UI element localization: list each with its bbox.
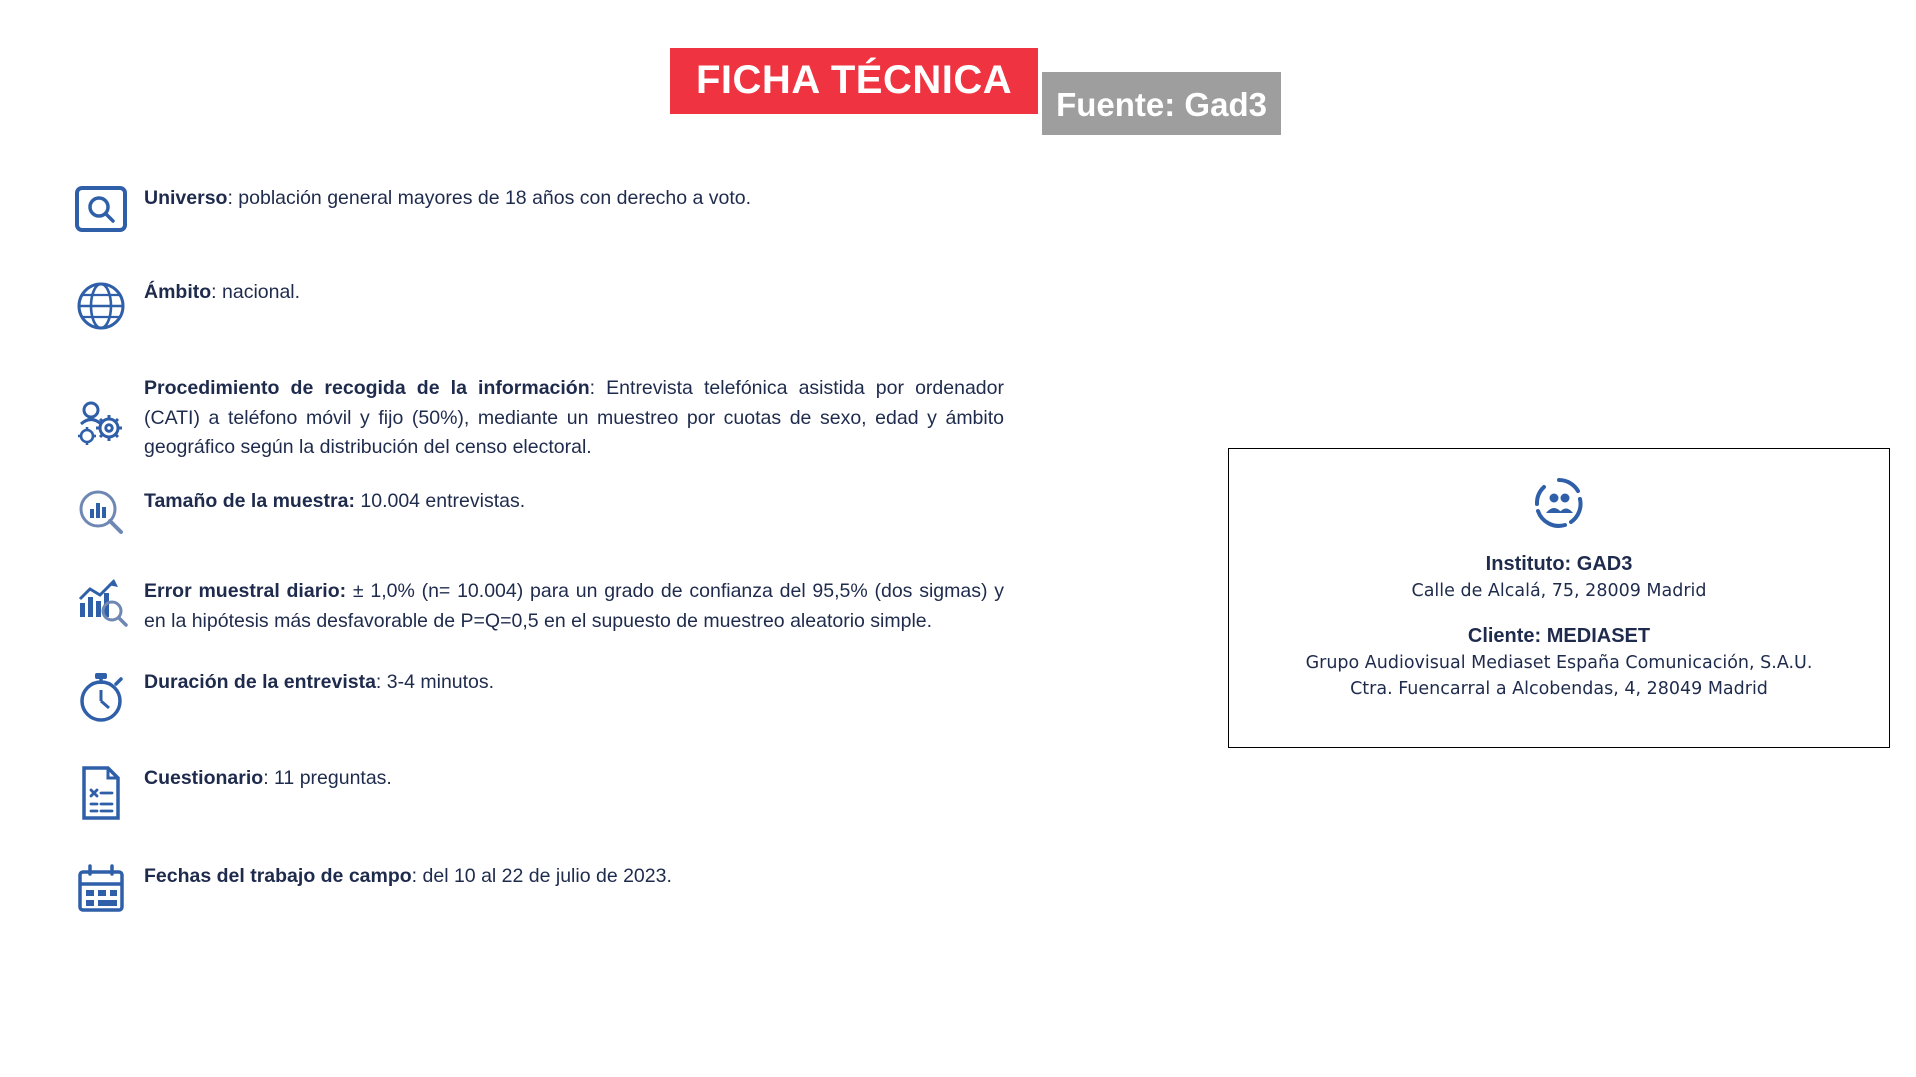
list-item-label: Procedimiento de recogida de la información xyxy=(144,377,590,399)
list-item xyxy=(58,860,1018,918)
list-item-label: Tamaño de la muestra: xyxy=(144,489,355,512)
list-item-value: 10.004 entrevistas. xyxy=(360,489,526,512)
globe-icon xyxy=(58,276,144,334)
list-item-text xyxy=(144,372,1004,463)
list-item xyxy=(58,666,1018,726)
list-item-text xyxy=(144,182,1004,214)
list-item-label: Duración de la entrevista xyxy=(144,671,376,694)
list-item-value: nacional. xyxy=(222,281,301,303)
list-item xyxy=(58,575,1018,636)
trend-chart-magnifier-icon xyxy=(58,575,144,631)
gears-people-icon xyxy=(58,372,144,450)
magnifier-square-icon xyxy=(58,182,144,234)
instituto-address: Calle de Alcalá, 75, 28009 Madrid xyxy=(1411,581,1707,601)
list-item-text xyxy=(144,485,1004,517)
list-item-label: Error muestral diario: xyxy=(144,579,347,602)
list-item xyxy=(58,372,1018,463)
list-item-label: Fechas del trabajo de campo xyxy=(144,865,412,888)
list-item xyxy=(58,182,1018,234)
list-item-value: Entrevista telefónica asistida por ordenador (CATI) a teléfono móvil y fijo (50%), mediante un muestreo por cuotas de sexo, edad y ámbito geográfico según la distribución del censo electoral. xyxy=(144,377,1004,459)
list-item-label: Ámbito xyxy=(144,281,212,303)
cliente-company: Grupo Audiovisual Mediaset España Comunicación, S.A.U. xyxy=(1305,653,1813,674)
list-item-sep: : xyxy=(211,281,222,303)
list-item-value: 3-4 minutos. xyxy=(386,671,495,694)
list-item xyxy=(58,485,1018,541)
list-item-sep: : xyxy=(589,377,607,399)
list-item-value: del 10 al 22 de julio de 2023. xyxy=(422,865,672,888)
calendar-icon xyxy=(58,860,144,918)
info-gap xyxy=(1229,604,1889,622)
client-info-box xyxy=(1228,448,1890,748)
questionnaire-icon xyxy=(58,762,144,822)
technical-sheet-list xyxy=(58,182,1018,918)
list-item-value: población general mayores de 18 años con derecho a voto. xyxy=(238,187,752,209)
list-item-value: 11 preguntas. xyxy=(274,767,392,790)
page-title: FICHA TÉCNICA xyxy=(670,48,1038,114)
list-item-text xyxy=(144,575,1004,636)
list-item-sep: : xyxy=(263,767,275,790)
people-circle-icon xyxy=(1229,475,1889,534)
list-item-label: Cuestionario xyxy=(144,767,264,790)
list-item xyxy=(58,276,1018,334)
list-item-value: ± 1,0% (n= 10.004) para un grado de confianza del 95,5% (dos sigmas) y en la hipótesis más desfavorable de P=Q=0,5 en el supuesto de muestreo aleatorio simple. xyxy=(144,579,1004,632)
list-item-sep: : xyxy=(411,865,423,888)
list-item-sep: : xyxy=(227,187,239,209)
list-item-text xyxy=(144,666,1004,698)
cliente-label: Cliente: MEDIASET xyxy=(1467,625,1651,648)
bar-chart-magnifier-icon xyxy=(58,485,144,541)
header xyxy=(670,48,1281,135)
list-item-text xyxy=(144,276,1004,308)
list-item-sep xyxy=(346,580,353,602)
list-item-label: Universo xyxy=(144,187,228,209)
stopwatch-icon xyxy=(58,666,144,726)
list-item-sep: : xyxy=(375,671,387,694)
list-item xyxy=(58,762,1018,822)
list-item-text xyxy=(144,762,1004,794)
source-badge: Fuente: Gad3 xyxy=(1042,72,1281,135)
list-item-text xyxy=(144,860,1004,892)
cliente-address: Ctra. Fuencarral a Alcobendas, 4, 28049 Madrid xyxy=(1350,678,1768,699)
instituto-label: Instituto: GAD3 xyxy=(1485,553,1633,575)
